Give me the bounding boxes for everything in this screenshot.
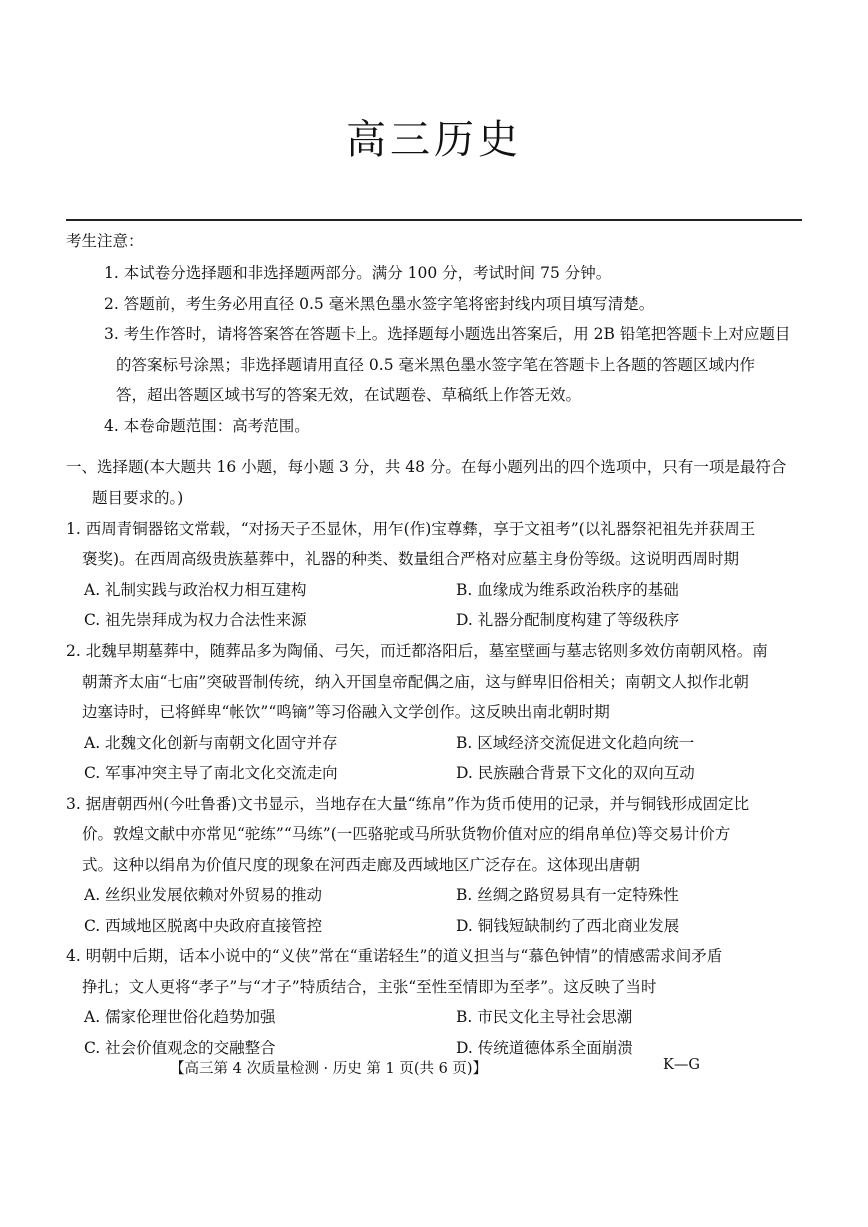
question-1-stem: 1. 西周青铜器铭文常载，“对扬天子丕显休，用乍(作)宝尊彝，享于文祖考”(以礼器祭祀祖先并获周王 [66,520,756,538]
question-4-option-b: B. 市民文化主导社会思潮 [456,1008,633,1026]
question-2-option-d: D. 民族融合背景下文化的双向互动 [456,764,695,782]
notice-item-continued: 答，超出答题区域书写的答案无效，在试题卷、草稿纸上作答无效。 [116,386,582,404]
question-2-stem: 朝萧齐太庙“七庙”突破晋制传统，纳入开国皇帝配偶之庙，这与鲜卑旧俗相关；南朝文人拟作北朝 [82,673,749,691]
question-3-stem: 价。敦煌文献中亦常见“驼练”“马练”(一匹骆驼或马所驮货物价值对应的绢帛单位)等交易计价方 [82,825,731,843]
question-3-option-a: A. 丝织业发展依赖对外贸易的推动 [84,886,323,904]
paper-code: K—G [663,1057,700,1073]
question-2-option-a: A. 北魏文化创新与南朝文化固守并存 [84,734,338,752]
notice-item: 2. 答题前，考生务必用直径 0.5 毫米黑色墨水签字笔将密封线内项目填写清楚。 [104,295,655,313]
question-3-option-b: B. 丝绸之路贸易具有一定特殊性 [456,886,679,904]
question-3-option-c: C. 西域地区脱离中央政府直接管控 [84,917,323,935]
page-footer: 【高三第 4 次质量检测 · 历史 第 1 页(共 6 页)】 [170,1061,488,1077]
question-2-option-b: B. 区域经济交流促进文化趋向统一 [456,734,695,752]
question-4-stem: 挣扎；文人更将“孝子”与“才子”特质结合，主张“至性至情即为至孝”。这反映了当时 [82,978,657,996]
question-4-option-a: A. 儒家伦理世俗化趋势加强 [84,1008,276,1026]
question-4-option-c: C. 社会价值观念的交融整合 [84,1039,276,1057]
page-title: 高三历史 [346,117,522,163]
question-4-option-d: D. 传统道德体系全面崩溃 [456,1039,633,1057]
notice-item-continued: 的答案标号涂黑；非选择题请用直径 0.5 毫米黑色墨水签字笔在答题卡上各题的答题区域内作 [116,356,756,374]
notice-item: 1. 本试卷分选择题和非选择题两部分。满分 100 分，考试时间 75 分钟。 [104,264,612,282]
question-1-option-c: C. 祖先崇拜成为权力合法性来源 [84,611,307,629]
question-1-option-b: B. 血缘成为维系政治秩序的基础 [456,581,679,599]
question-1-option-d: D. 礼器分配制度构建了等级秩序 [456,611,680,629]
notice-heading: 考生注意： [66,232,144,250]
notice-item: 3. 考生作答时，请将答案答在答题卡上。选择题每小题选出答案后，用 2B 铅笔把答题卡上对应题目 [104,325,791,343]
question-2-stem: 2. 北魏早期墓葬中，随葬品多为陶俑、弓矢，而迁都洛阳后，墓室壁画与墓志铭则多效仿南朝风格。南 [66,642,768,660]
question-4-stem: 4. 明朝中后期，话本小说中的“义侠”常在“重诺轻生”的道义担当与“慕色钟情”的情感需求间矛盾 [66,947,723,965]
question-1-option-a: A. 礼制实践与政治权力相互建构 [84,581,307,599]
notice-item: 4. 本卷命题范围：高考范围。 [104,417,310,435]
section-heading-continued: 题目要求的。) [92,489,184,507]
title-divider [66,219,802,221]
section-heading: 一、选择题(本大题共 16 小题，每小题 3 分，共 48 分。在每小题列出的四个选项中，只有一项是最符合 [66,458,787,476]
question-2-stem: 边塞诗时，已将鲜卑“帐饮”“鸣镝”等习俗融入文学创作。这反映出南北朝时期 [82,703,610,721]
question-1-stem: 褒奖)。在西周高级贵族墓葬中，礼器的种类、数量组合严格对应墓主身份等级。这说明西周时期 [82,550,740,568]
question-2-option-c: C. 军事冲突主导了南北文化交流走向 [84,764,338,782]
question-3-stem: 式。这种以绢帛为价值尺度的现象在河西走廊及西域地区广泛存在。这体现出唐朝 [82,856,641,874]
question-3-option-d: D. 铜钱短缺制约了西北商业发展 [456,917,680,935]
question-3-stem: 3. 据唐朝西州(今吐鲁番)文书显示，当地存在大量“练帛”作为货币使用的记录，并与铜钱形成固定比 [66,795,750,813]
